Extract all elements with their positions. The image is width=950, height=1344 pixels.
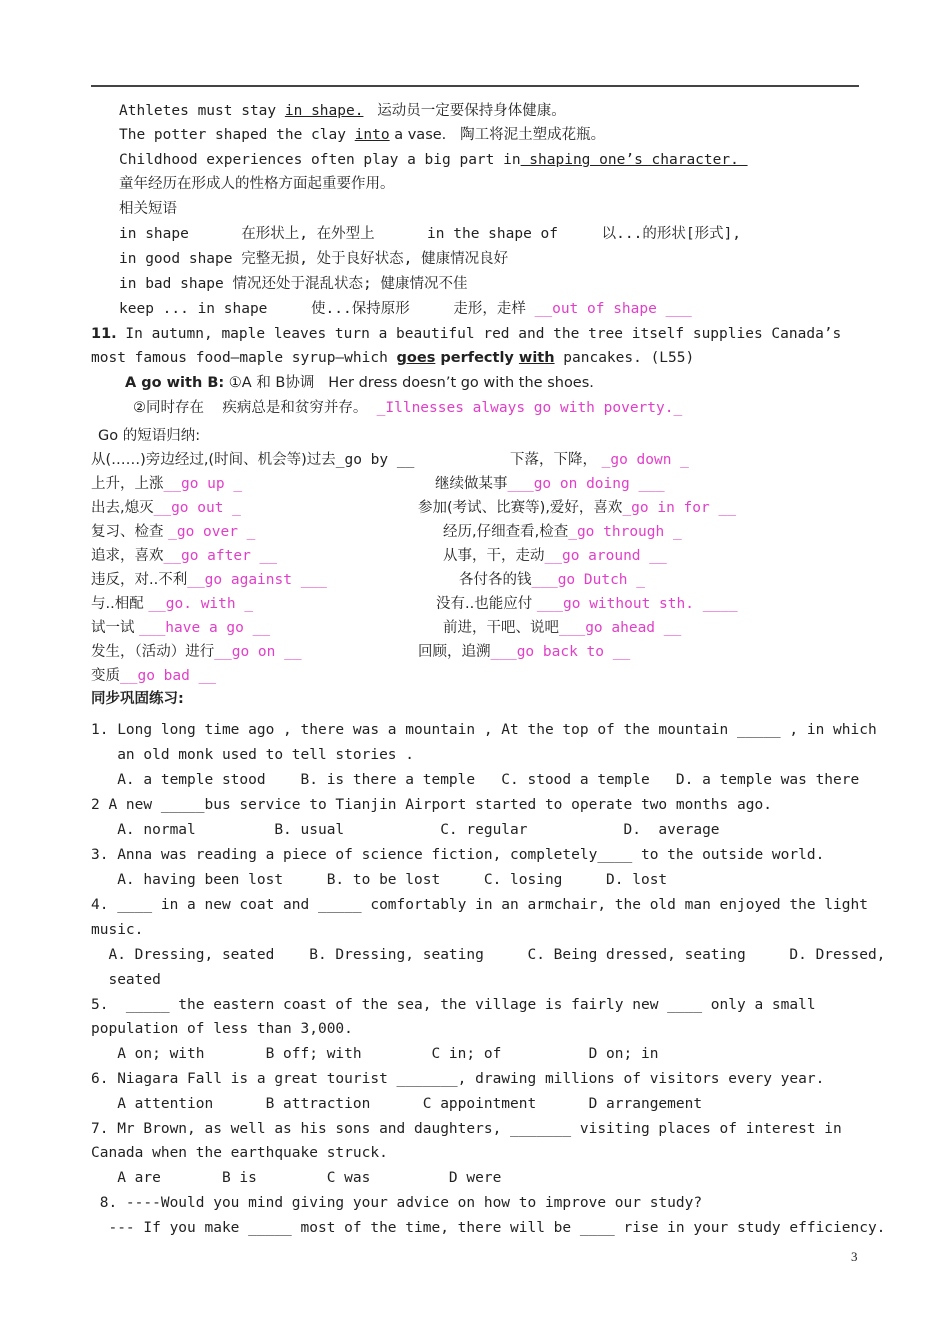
- answer-text: __go on __: [214, 644, 302, 660]
- bold-text: goes: [396, 350, 436, 366]
- phrase-left-9: [91, 642, 302, 662]
- answer-text: _go over _: [168, 524, 256, 540]
- example-line-1: [119, 101, 566, 121]
- item-11-line-1: [91, 324, 841, 344]
- answer-text: _go down _: [601, 452, 689, 468]
- phrase-right-8: [443, 618, 681, 638]
- phrase-right-2: [435, 474, 665, 494]
- phrase-line-1: in shape 在形状上, 在外型上 in the shape of 以...的形状[形式],: [119, 226, 742, 242]
- practice-line: A. having been lost B. to be lost C. losing D. lost: [91, 872, 668, 888]
- phrase-right-1: [510, 450, 689, 470]
- item-11-line-2: [91, 348, 694, 368]
- text: 各付各的钱: [459, 572, 532, 588]
- text: pancakes. (L55): [554, 350, 695, 366]
- text: most famous food—maple syrup—which: [91, 350, 397, 366]
- text: 上升，上涨: [91, 476, 164, 492]
- practice-line: 8. ----Would you mind giving your advice on how to improve our study?: [91, 1195, 703, 1211]
- practice-line: 5. _____ the eastern coast of the sea, the village is fairly new ____ only a small: [91, 997, 816, 1013]
- practice-line: 6. Niagara Fall is a great tourist _______, drawing millions of visitors every year.: [91, 1071, 825, 1087]
- text: 回顾，追溯: [418, 644, 491, 660]
- phrase-left-2: [91, 474, 242, 494]
- phrase-left-7: [91, 594, 253, 614]
- text: 参加(考试、比赛等),爱好，喜欢: [418, 500, 623, 516]
- header-rule: [91, 85, 859, 87]
- practice-line: --- If you make _____ most of the time, there will be ____ rise in your study efficiency.: [91, 1220, 886, 1236]
- answer-text: ___have a go __: [139, 620, 271, 636]
- text: 复习、检查: [91, 524, 169, 540]
- practice-line: A. a temple stood B. is there a temple C. stood a temple D. a temple was there: [91, 772, 860, 788]
- phrase-line-2: in good shape 完整无损, 处于良好状态, 健康情况良好: [119, 251, 509, 267]
- practice-line: an old monk used to tell stories .: [91, 747, 415, 763]
- bold-text: with: [518, 350, 555, 366]
- phrase-left-4: [91, 522, 255, 542]
- bold-text: A go with B:: [125, 375, 225, 391]
- go-phrases-title: Go 的短语归纳:: [98, 428, 201, 444]
- phrase-right-9: [418, 642, 630, 662]
- item-11-line-3: [125, 373, 594, 393]
- answer-text: __go against ___: [187, 572, 327, 588]
- page-number: 3: [851, 1249, 858, 1264]
- answer-text: __go bad __: [120, 668, 217, 684]
- text: In autumn, maple leaves turn a beautiful red and the tree itself supplies Canada’s: [116, 326, 842, 342]
- practice-line: Canada when the earthquake struck.: [91, 1145, 388, 1161]
- text: Athletes must stay: [119, 103, 285, 119]
- answer-text: ___go back to __: [490, 644, 631, 660]
- phrase-left-5: [91, 546, 277, 566]
- answer-text: ___go without sth. ____: [536, 596, 738, 612]
- practice-line: A. normal B. usual C. regular D. average: [91, 822, 720, 838]
- answer-text: _go in for __: [622, 500, 736, 516]
- phrase-line-3: in bad shape 情况还处于混乱状态; 健康情况不佳: [119, 276, 468, 292]
- text: 前进，干吧、说吧: [443, 620, 559, 636]
- phrase-right-4: [443, 522, 682, 542]
- phrase-left-3: [91, 498, 241, 518]
- text: Childhood experiences often play a big part in: [119, 152, 521, 168]
- text: 变质: [91, 668, 120, 684]
- phrase-right-3: [418, 498, 736, 518]
- practice-line: 4. ____ in a new coat and _____ comfortably in an armchair, the old man enjoyed the light: [91, 897, 868, 913]
- answer-text: __out of shape ___: [534, 301, 692, 317]
- answer-text: ___go on doing ___: [507, 476, 665, 492]
- item-number: 11.: [91, 326, 117, 342]
- underlined-text: shaping one’s character.: [520, 152, 748, 168]
- practice-title: 同步巩固练习:: [91, 691, 184, 707]
- text: The potter shaped the clay: [119, 127, 355, 143]
- underlined-text: into: [354, 127, 390, 143]
- phrase-left-8: [91, 618, 270, 638]
- practice-line: 2 A new _____bus service to Tianjin Airport started to operate two months ago.: [91, 797, 772, 813]
- text: 下落，下降，: [510, 452, 602, 468]
- answer-text: _go through _: [568, 524, 682, 540]
- bold-text: perfectly: [435, 350, 519, 366]
- example-line-2: [119, 125, 605, 145]
- text: 从事，干，走动: [443, 548, 545, 564]
- item-11-line-4: [133, 398, 682, 418]
- text: 运动员一定要保持身体健康。: [363, 103, 566, 119]
- text: a vase. 陶工将泥土塑成花瓶。: [389, 127, 606, 143]
- text: 继续做某事: [435, 476, 508, 492]
- answer-text: ___go Dutch _: [531, 572, 645, 588]
- underlined-text: in shape.: [284, 103, 364, 119]
- text: 试一试: [91, 620, 140, 636]
- answer-text: __go around __: [544, 548, 667, 564]
- text: keep ... in shape 使...保持原形 走形，走样: [119, 301, 535, 317]
- text: 经历,仔细查看,检查: [443, 524, 569, 540]
- text: 出去,熄灭: [91, 500, 154, 516]
- phrase-left-6: [91, 570, 327, 590]
- practice-line: population of less than 3,000.: [91, 1021, 353, 1037]
- text: 追求，喜欢: [91, 548, 164, 564]
- practice-line: 3. Anna was reading a piece of science fiction, completely____ to the outside world.: [91, 847, 825, 863]
- phrase-left-10: [91, 666, 216, 686]
- practice-line: seated: [91, 972, 161, 988]
- phrase-right-7: [436, 594, 738, 614]
- practice-line: A are B is C was D were: [91, 1170, 502, 1186]
- text: ①A 和 B协调 Her dress doesn’t go with the shoes.: [224, 375, 594, 391]
- text: 违反，对..不利: [91, 572, 188, 588]
- translation-line: 童年经历在形成人的性格方面起重要作用。: [119, 176, 395, 192]
- answer-text: __go after __: [163, 548, 277, 564]
- answer-text: _Illnesses always go with poverty._: [376, 400, 683, 416]
- answer-text: ___go ahead __: [559, 620, 682, 636]
- practice-line: 1. Long long time ago , there was a mountain , At the top of the mountain _____ , in which: [91, 722, 877, 738]
- text: ②同时存在 疾病总是和贫穷并存。: [133, 400, 377, 416]
- text: 没有..也能应付: [436, 596, 537, 612]
- text: 从(……)旁边经过,(时间、机会等)过去: [91, 452, 336, 468]
- practice-line: A on; with B off; with C in; of D on; in: [91, 1046, 659, 1062]
- practice-line: 7. Mr Brown, as well as his sons and daughters, _______ visiting places of interest in: [91, 1121, 842, 1137]
- text: _go by __: [335, 452, 415, 468]
- practice-line: music.: [91, 922, 144, 938]
- text: 发生，（活动）进行: [91, 644, 215, 660]
- phrase-line-4: [119, 299, 692, 319]
- practice-line: A attention B attraction C appointment D arrangement: [91, 1096, 703, 1112]
- practice-line: A. Dressing, seated B. Dressing, seating C. Being dressed, seating D. Dressed,: [91, 947, 886, 963]
- phrase-right-6: [459, 570, 645, 590]
- phrase-left-1: [91, 450, 414, 470]
- phrase-right-5: [443, 546, 667, 566]
- text: 与..相配: [91, 596, 149, 612]
- answer-text: __go up _: [163, 476, 243, 492]
- answer-text: __go. with _: [148, 596, 254, 612]
- related-phrases-heading: 相关短语: [119, 201, 177, 217]
- answer-text: __go out _: [153, 500, 241, 516]
- example-line-3: [119, 150, 748, 170]
